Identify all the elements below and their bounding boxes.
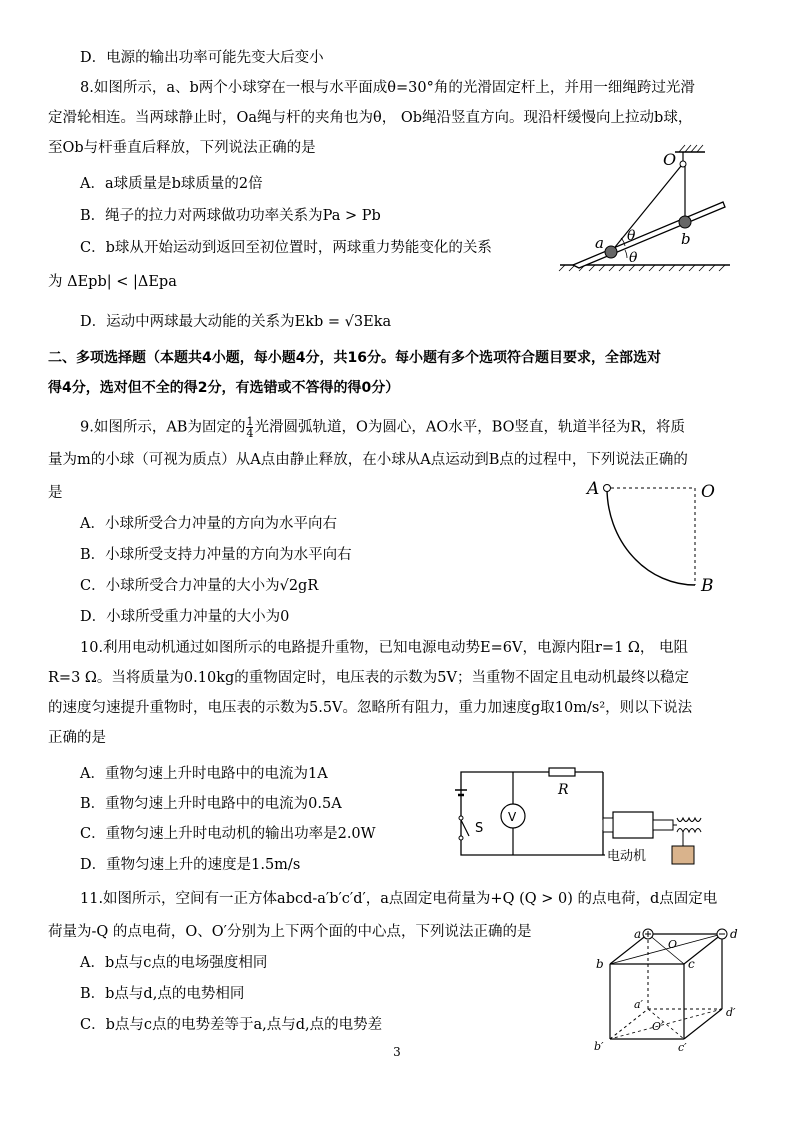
q11-label-b: b bbox=[596, 957, 604, 971]
q8-option-d: D．运动中两球最大动能的关系为Ekb = √3Eka bbox=[80, 314, 392, 330]
q11-option-c: C．b点与c点的电势差等于a,点与d,点的电势差 bbox=[80, 1017, 383, 1033]
q10-stem-line4: 正确的是 bbox=[48, 730, 106, 746]
q9-figure bbox=[585, 475, 725, 600]
q11-label-a-prime: a′ bbox=[634, 998, 644, 1011]
q8-label-theta1: θ bbox=[627, 228, 636, 244]
q10-option-d: D．重物匀速上升的速度是1.5m/s bbox=[80, 857, 301, 873]
q11-stem-line2: 荷量为-Q 的点电荷，O、O′分别为上下两个面的中心点，下列说法正确的是 bbox=[48, 924, 532, 940]
q9-option-b: B．小球所受支持力冲量的方向为水平向右 bbox=[80, 547, 352, 563]
q11-label-o: O bbox=[668, 938, 678, 951]
q8-option-b: B．绳子的拉力对两球做功功率关系为Pa > Pb bbox=[80, 208, 381, 224]
q11-option-b: B．b点与d,点的电势相同 bbox=[80, 986, 245, 1002]
q8-label-a: a bbox=[595, 234, 604, 252]
q8-stem-line2: 定滑轮相连。当两球静止时，Oa绳与杆的夹角也为θ， Ob绳沿竖直方向。现沿杆缓慢向上拉动b球， bbox=[48, 110, 693, 126]
q11-label-d-prime: d′ bbox=[726, 1006, 736, 1019]
q8-option-c-line2: 为 ΔEpb| < |ΔEpa bbox=[48, 274, 177, 290]
q9-option-d: D．小球所受重力冲量的大小为0 bbox=[80, 609, 290, 625]
q9-stem-line3: 是 bbox=[48, 485, 63, 501]
q11-option-a: A．b点与c点的电场强度相同 bbox=[80, 955, 268, 971]
q10-option-c: C．重物匀速上升时电动机的输出功率是2.0W bbox=[80, 826, 376, 842]
q11-label-o-prime: O′ bbox=[652, 1020, 664, 1033]
q9-label-b: B bbox=[701, 576, 714, 596]
section2-heading-line1: 二、多项选择题（本题共4小题，每小题4分，共16分。每小题有多个选项符合题目要求，全部选对 bbox=[48, 350, 661, 366]
section2-heading-line2: 得4分，选对但不全的得2分，有选错或不答得的得0分） bbox=[48, 380, 400, 396]
q9-fraction: $\frac{1}{4}$ bbox=[246, 415, 254, 440]
q10-option-a: A．重物匀速上升时电路中的电流为1A bbox=[80, 766, 328, 782]
q9-stem-line1: 9.如图所示，AB为固定的 $\frac{1}{4}$ 光滑圆弧轨道，O为圆心，AO水平，BO竖直，轨道半径为R，将质 bbox=[80, 415, 685, 440]
q10-stem-line2: R=3 Ω。当将质量为0.10kg的重物固定时，电压表的示数为5V；当重物不固定且电动机最终以稳定 bbox=[48, 670, 689, 686]
q8-figure bbox=[555, 140, 755, 275]
q8-label-b: b bbox=[681, 230, 691, 248]
q9-option-a: A．小球所受合力冲量的方向为水平向右 bbox=[80, 516, 337, 532]
q11-stem-line1: 11.如图所示，空间有一正方体abcd-a′b′c′d′，a点固定电荷量为+Q (Q > 0) 的点电荷，d点固定电 bbox=[80, 891, 718, 907]
q11-label-c: c bbox=[688, 957, 695, 971]
q9-stem-line2: 量为m的小球（可视为质点）从A点由静止释放，在小球从A点运动到B点的过程中，下列说法正确的 bbox=[48, 452, 688, 468]
q11-label-b-prime: b′ bbox=[594, 1040, 604, 1053]
q11-label-d: d bbox=[730, 927, 738, 941]
q10-label-s: S bbox=[475, 821, 484, 836]
q10-circuit-figure bbox=[455, 760, 715, 872]
q7-option-d: D．电源的输出功率可能先变大后变小 bbox=[80, 50, 324, 66]
q11-label-c-prime: c′ bbox=[678, 1041, 687, 1054]
q8-option-c-line1: C．b球从开始运动到返回至初位置时，两球重力势能变化的关系 bbox=[80, 240, 492, 256]
q9-option-c: C．小球所受合力冲量的大小为√2gR bbox=[80, 578, 319, 594]
q10-option-b: B．重物匀速上升时电路中的电流为0.5A bbox=[80, 796, 342, 812]
q11-cube-figure bbox=[590, 924, 770, 1054]
q11-label-a: a bbox=[634, 927, 642, 941]
q9-label-a: A bbox=[587, 479, 600, 499]
q9-label-o: O bbox=[701, 482, 715, 502]
page-number: 3 bbox=[393, 1045, 401, 1059]
q10-stem-line3: 的速度匀速提升重物时，电压表的示数为5.5V。忽略所有阻力，重力加速度g取10m/s²，则以下说法 bbox=[48, 700, 693, 716]
q8-option-a: A．a球质量是b球质量的2倍 bbox=[80, 176, 263, 192]
q8-label-o: O bbox=[663, 150, 677, 169]
q10-label-r: R bbox=[558, 782, 569, 798]
q10-label-motor: 电动机 bbox=[607, 849, 647, 864]
q8-stem-line3: 至Ob与杆垂直后释放，下列说法正确的是 bbox=[48, 140, 316, 156]
q10-label-v: V bbox=[508, 810, 517, 824]
q10-stem-line1: 10.利用电动机通过如图所示的电路提升重物，已知电源电动势E=6V，电源内阻r=1 Ω， 电阻 bbox=[80, 640, 689, 656]
q8-label-theta2: θ bbox=[629, 250, 638, 266]
q8-stem-line1: 8.如图所示，a、b两个小球穿在一根与水平面成θ=30°角的光滑固定杆上，并用一细绳跨过光滑 bbox=[80, 80, 695, 96]
